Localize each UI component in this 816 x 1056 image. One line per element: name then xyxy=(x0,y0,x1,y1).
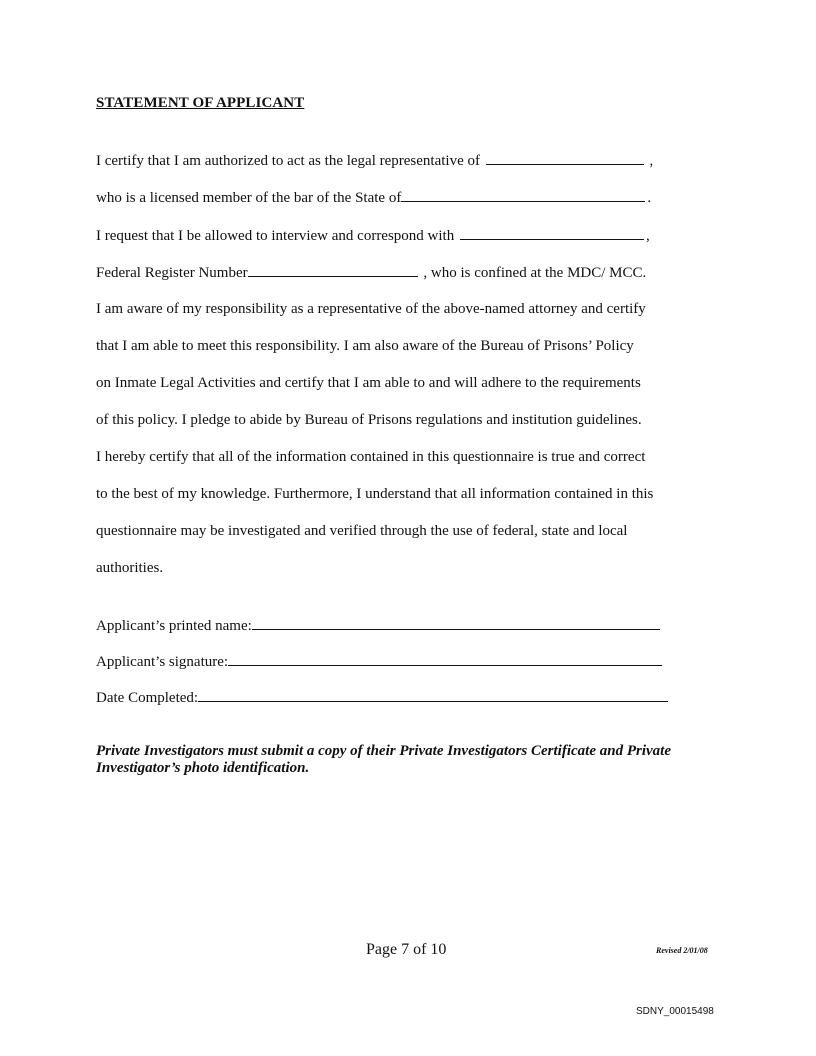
date-completed-field xyxy=(96,687,670,708)
body-line-9: I hereby certify that all of the information contained in this questionnaire is true and correct xyxy=(96,449,646,465)
body-line-suffix: , who is confined at the MDC/ MCC. xyxy=(423,265,647,281)
body-line-12: authorities. xyxy=(96,560,164,576)
revision-date: Revised 2/01/08 xyxy=(656,946,708,955)
body-line-8: of this policy. I pledge to abide by Bureau of Prisons regulations and institution guidelines. xyxy=(96,412,642,428)
inmate-name-blank[interactable] xyxy=(460,225,644,240)
body-line-suffix: , xyxy=(645,228,650,244)
body-line-6: that I am able to meet this responsibility. I am also aware of the Bureau of Prisons’ Policy xyxy=(96,338,634,354)
printed-name-blank[interactable] xyxy=(252,615,660,630)
body-line-suffix: , xyxy=(649,153,654,169)
body-line-10: to the best of my knowledge. Furthermore, I understand that all information contained in this xyxy=(96,486,654,502)
signature-blank[interactable] xyxy=(228,651,662,666)
date-completed-label: Date Completed: xyxy=(96,690,199,706)
signature-field xyxy=(96,651,664,672)
body-line-5: I am aware of my responsibility as a representative of the above-named attorney and certify xyxy=(96,301,646,317)
body-line-text: Federal Register Number xyxy=(96,265,248,281)
representative-of-blank[interactable] xyxy=(486,150,644,165)
body-line-2 xyxy=(96,187,651,208)
printed-name-label: Applicant’s printed name: xyxy=(96,618,252,634)
signature-label: Applicant’s signature: xyxy=(96,654,229,670)
body-line-suffix: . xyxy=(647,190,652,206)
bar-state-blank[interactable] xyxy=(401,187,645,202)
register-number-blank[interactable] xyxy=(248,262,418,277)
body-line-text: I request that I be allowed to interview and correspond with xyxy=(96,228,455,244)
body-line-4 xyxy=(96,262,646,283)
bates-number: SDNY_00015498 xyxy=(636,1006,714,1017)
body-line-3 xyxy=(96,225,650,246)
body-line-11: questionnaire may be investigated and verified through the use of federal, state and local xyxy=(96,523,628,539)
statement-heading: STATEMENT OF APPLICANT xyxy=(96,95,305,111)
body-line-text: I certify that I am authorized to act as the legal representative of xyxy=(96,153,480,169)
date-completed-blank[interactable] xyxy=(198,687,668,702)
body-line-1 xyxy=(96,150,653,171)
body-line-7: on Inmate Legal Activities and certify that I am able to and will adhere to the requirements xyxy=(96,375,641,391)
body-line-text: who is a licensed member of the bar of the State of xyxy=(96,190,402,206)
page-number: Page 7 of 10 xyxy=(366,941,447,958)
private-investigator-note: Private Investigators must submit a copy of their Private Investigators Certificate and Private Investigator’s photo identification. xyxy=(96,743,671,776)
printed-name-field xyxy=(96,615,662,636)
